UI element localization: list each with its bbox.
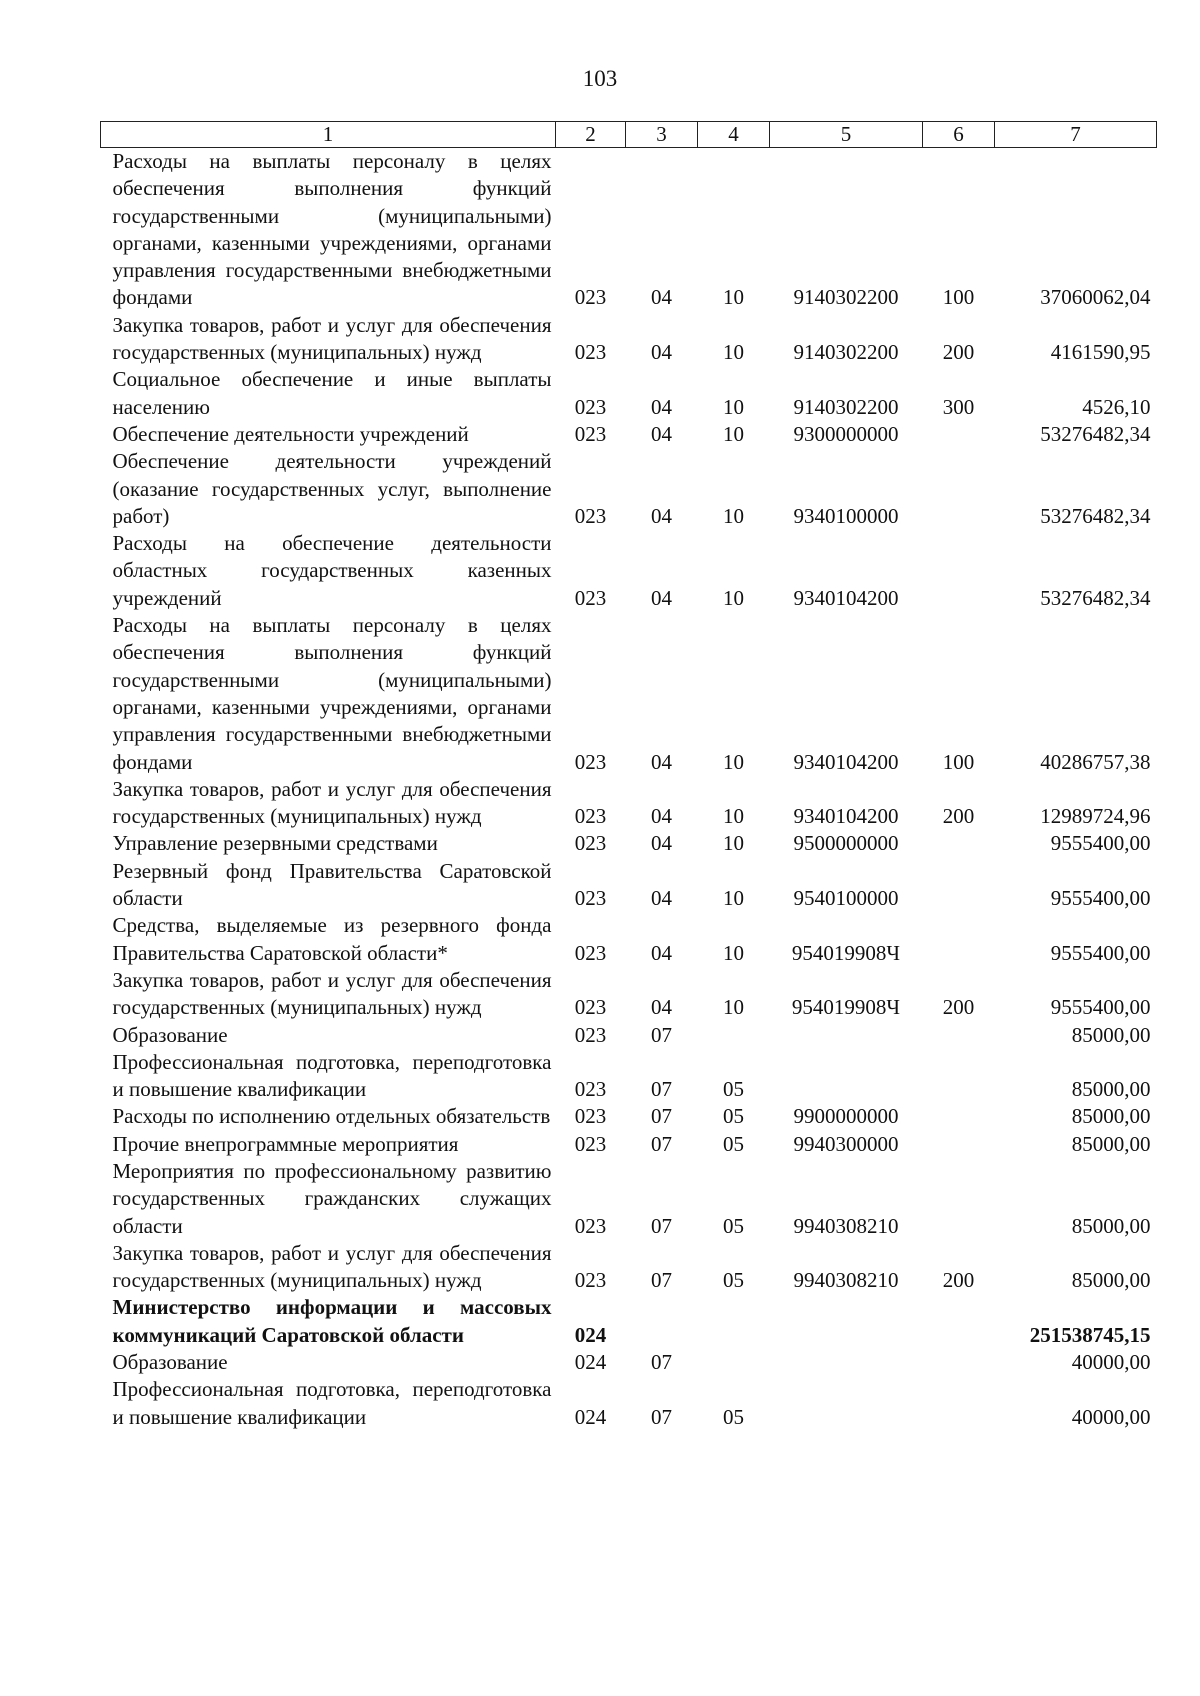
amount: 85000,00 xyxy=(1071,1104,1151,1129)
admin-code: 023 xyxy=(574,804,607,829)
table-row xyxy=(101,1158,1157,1240)
section-code: 07 xyxy=(651,1213,672,1238)
column-number-row xyxy=(101,122,1157,148)
subsection-code: 05 xyxy=(723,1404,744,1429)
expense-type-code: 200 xyxy=(942,1268,975,1293)
admin-code: 023 xyxy=(574,421,607,446)
page-number: 103 xyxy=(582,66,618,91)
section-code: 04 xyxy=(651,285,672,310)
subsection-code: 10 xyxy=(723,340,744,365)
admin-code: 023 xyxy=(574,1022,607,1047)
admin-code: 023 xyxy=(574,1213,607,1238)
expense-type-code xyxy=(923,1158,995,1240)
amount: 85000,00 xyxy=(1071,1213,1151,1238)
item-name: Закупка товаров, работ и услуг для обеспечения государственных (муниципальных) нужд xyxy=(112,967,552,1020)
section-code: 04 xyxy=(651,995,672,1020)
target-article-code: 9140302200 xyxy=(793,340,899,365)
subsection-code: 05 xyxy=(723,1268,744,1293)
admin-code: 024 xyxy=(574,1350,607,1375)
section-code: 04 xyxy=(651,886,672,911)
amount: 40286757,38 xyxy=(1040,749,1151,774)
expense-type-code: 200 xyxy=(942,995,975,1020)
admin-code: 024 xyxy=(574,1322,607,1347)
table-row xyxy=(101,1376,1157,1431)
table-row xyxy=(101,776,1157,831)
amount: 251538745,15 xyxy=(1029,1322,1151,1347)
admin-code: 023 xyxy=(574,585,607,610)
subsection-code: 05 xyxy=(723,1131,744,1156)
budget-table xyxy=(100,121,1157,1431)
item-name: Расходы на обеспечение деятельности областных государственных казенных учреждений xyxy=(112,531,552,610)
target-article-code: 9140302200 xyxy=(793,285,899,310)
table-row xyxy=(101,830,1157,857)
item-name: Образование xyxy=(112,1022,228,1047)
section-code: 04 xyxy=(651,749,672,774)
column-header: 5 xyxy=(770,122,923,148)
expense-type-code xyxy=(923,1349,995,1376)
admin-code: 023 xyxy=(574,940,607,965)
target-article-code xyxy=(770,1294,923,1349)
target-article-code: 9940308210 xyxy=(793,1213,899,1238)
target-article-code: 9500000000 xyxy=(793,831,899,856)
item-name: Расходы по исполнению отдельных обязательств xyxy=(112,1104,551,1129)
amount: 53276482,34 xyxy=(1040,503,1151,528)
expense-type-code xyxy=(923,421,995,448)
item-name: Резервный фонд Правительства Саратовской области xyxy=(112,858,552,911)
item-name: Социальное обеспечение и иные выплаты населению xyxy=(112,367,552,419)
item-name: Управление резервными средствами xyxy=(112,831,438,856)
amount: 9555400,00 xyxy=(1050,831,1151,856)
admin-code: 023 xyxy=(574,1104,607,1129)
table-row xyxy=(101,530,1157,612)
section-code: 04 xyxy=(651,340,672,365)
subsection-code: 10 xyxy=(723,831,744,856)
section-code: 04 xyxy=(651,503,672,528)
amount: 85000,00 xyxy=(1071,1077,1151,1102)
admin-code: 023 xyxy=(574,749,607,774)
expense-type-code xyxy=(923,530,995,612)
admin-code: 023 xyxy=(574,995,607,1020)
admin-code: 023 xyxy=(574,1131,607,1156)
admin-code: 023 xyxy=(574,1268,607,1293)
subsection-code: 10 xyxy=(723,886,744,911)
item-name: Закупка товаров, работ и услуг для обеспечения государственных (муниципальных) нужд xyxy=(112,312,552,365)
item-name: Расходы на выплаты персоналу в целях обеспечения выполнения функций государственными (муниципальными) органами, казенными учреждениями, органами управления государственными внебюджетными фондами xyxy=(112,149,552,310)
item-name: Профессиональная подготовка, переподготовка и повышение квалификации xyxy=(112,1049,552,1102)
section-code: 04 xyxy=(651,940,672,965)
section-code: 04 xyxy=(651,394,672,419)
subsection-code: 10 xyxy=(723,804,744,829)
expense-type-code: 200 xyxy=(942,340,975,365)
column-header: 3 xyxy=(626,122,698,148)
subsection-code: 10 xyxy=(723,421,744,446)
section-code: 07 xyxy=(651,1404,672,1429)
subsection-code: 10 xyxy=(723,749,744,774)
amount: 53276482,34 xyxy=(1040,421,1151,446)
subsection-code: 10 xyxy=(723,503,744,528)
amount: 9555400,00 xyxy=(1050,995,1151,1020)
expense-type-code: 200 xyxy=(942,804,975,829)
section-code: 07 xyxy=(651,1104,672,1129)
subsection-code xyxy=(698,1349,770,1376)
expense-type-code xyxy=(923,1294,995,1349)
section-code: 07 xyxy=(651,1077,672,1102)
subsection-code: 05 xyxy=(723,1213,744,1238)
table-body xyxy=(101,148,1157,1431)
expense-type-code xyxy=(923,1131,995,1158)
table-row xyxy=(101,1349,1157,1376)
expense-type-code xyxy=(923,1022,995,1049)
admin-code: 023 xyxy=(574,1077,607,1102)
table-row xyxy=(101,312,1157,367)
expense-type-code: 300 xyxy=(942,394,975,419)
amount: 9555400,00 xyxy=(1050,940,1151,965)
item-name: Мероприятия по профессиональному развитию государственных гражданских служащих области xyxy=(112,1158,552,1238)
section-code: 07 xyxy=(651,1350,672,1375)
target-article-code xyxy=(770,1349,923,1376)
amount: 40000,00 xyxy=(1071,1350,1151,1375)
subsection-code: 10 xyxy=(723,995,744,1020)
item-name: Обеспечение деятельности учреждений xyxy=(112,421,469,446)
admin-code: 023 xyxy=(574,831,607,856)
item-name: Расходы на выплаты персоналу в целях обеспечения выполнения функций государственными (муниципальными) органами, казенными учреждениями, органами управления государственными внебюджетными фондами xyxy=(112,613,552,774)
table-row xyxy=(101,1049,1157,1104)
item-name: Прочие внепрограммные мероприятия xyxy=(112,1131,459,1156)
target-article-code: 9940300000 xyxy=(793,1131,899,1156)
section-code: 04 xyxy=(651,421,672,446)
amount: 9555400,00 xyxy=(1050,886,1151,911)
subsection-code: 10 xyxy=(723,585,744,610)
admin-code: 023 xyxy=(574,340,607,365)
column-header: 1 xyxy=(101,122,556,148)
target-article-code: 9340104200 xyxy=(793,804,899,829)
subsection-code: 10 xyxy=(723,285,744,310)
admin-code: 023 xyxy=(574,503,607,528)
table-row xyxy=(101,912,1157,967)
subsection-code: 10 xyxy=(723,394,744,419)
target-article-code: 9940308210 xyxy=(793,1268,899,1293)
target-article-code: 9140302200 xyxy=(793,394,899,419)
target-article-code xyxy=(770,1376,923,1431)
expense-type-code xyxy=(923,1103,995,1130)
expense-type-code xyxy=(923,912,995,967)
section-code: 07 xyxy=(651,1268,672,1293)
amount: 85000,00 xyxy=(1071,1131,1151,1156)
subsection-code: 05 xyxy=(723,1077,744,1102)
section-code xyxy=(626,1294,698,1349)
target-article-code xyxy=(770,1049,923,1104)
subsection-code: 10 xyxy=(723,940,744,965)
amount: 85000,00 xyxy=(1071,1022,1151,1047)
amount: 85000,00 xyxy=(1071,1268,1151,1293)
target-article-code: 954019908Ч xyxy=(791,940,901,965)
table-row xyxy=(101,612,1157,776)
amount: 37060062,04 xyxy=(1040,285,1151,310)
section-code: 07 xyxy=(651,1131,672,1156)
section-code: 04 xyxy=(651,585,672,610)
target-article-code: 954019908Ч xyxy=(791,995,901,1020)
expense-type-code xyxy=(923,858,995,913)
amount: 4526,10 xyxy=(1082,394,1151,419)
target-article-code: 9900000000 xyxy=(793,1104,899,1129)
column-header: 6 xyxy=(923,122,995,148)
target-article-code xyxy=(770,1022,923,1049)
subsection-code xyxy=(698,1022,770,1049)
section-code: 04 xyxy=(651,804,672,829)
table-row xyxy=(101,1294,1157,1349)
table-row xyxy=(101,1131,1157,1158)
amount: 40000,00 xyxy=(1071,1404,1151,1429)
table-row xyxy=(101,421,1157,448)
table-row xyxy=(101,448,1157,530)
table-row xyxy=(101,1103,1157,1130)
target-article-code: 9540100000 xyxy=(793,886,899,911)
item-name: Обеспечение деятельности учреждений (оказание государственных услуг, выполнение работ) xyxy=(112,449,552,528)
target-article-code: 9340104200 xyxy=(793,749,899,774)
amount: 4161590,95 xyxy=(1050,340,1151,365)
item-name: Закупка товаров, работ и услуг для обеспечения государственных (муниципальных) нужд xyxy=(112,1240,552,1293)
expense-type-code: 100 xyxy=(942,749,975,774)
item-name: Профессиональная подготовка, переподготовка и повышение квалификации xyxy=(112,1377,552,1429)
expense-type-code xyxy=(923,1049,995,1104)
column-header: 4 xyxy=(698,122,770,148)
table-row xyxy=(101,858,1157,913)
expense-type-code: 100 xyxy=(942,285,975,310)
admin-code: 023 xyxy=(574,285,607,310)
item-name: Образование xyxy=(112,1350,228,1375)
table-row xyxy=(101,1022,1157,1049)
item-name: Средства, выделяемые из резервного фонда Правительства Саратовской области* xyxy=(112,913,552,965)
column-header: 2 xyxy=(556,122,626,148)
item-name: Министерство информации и массовых коммуникаций Саратовской области xyxy=(112,1295,552,1347)
expense-type-code xyxy=(923,1376,995,1431)
column-header: 7 xyxy=(995,122,1157,148)
table-row xyxy=(101,967,1157,1022)
table-row xyxy=(101,148,1157,312)
amount: 53276482,34 xyxy=(1040,585,1151,610)
subsection-code xyxy=(698,1294,770,1349)
admin-code: 023 xyxy=(574,886,607,911)
expense-type-code xyxy=(923,448,995,530)
table-row xyxy=(101,366,1157,421)
section-code: 07 xyxy=(651,1022,672,1047)
target-article-code: 9340100000 xyxy=(793,503,899,528)
section-code: 04 xyxy=(651,831,672,856)
target-article-code: 9300000000 xyxy=(793,421,899,446)
item-name: Закупка товаров, работ и услуг для обеспечения государственных (муниципальных) нужд xyxy=(112,776,552,829)
admin-code: 023 xyxy=(574,394,607,419)
admin-code: 024 xyxy=(574,1404,607,1429)
subsection-code: 05 xyxy=(723,1104,744,1129)
amount: 12989724,96 xyxy=(1040,804,1151,829)
expense-type-code xyxy=(923,830,995,857)
target-article-code: 9340104200 xyxy=(793,585,899,610)
table-row xyxy=(101,1240,1157,1295)
